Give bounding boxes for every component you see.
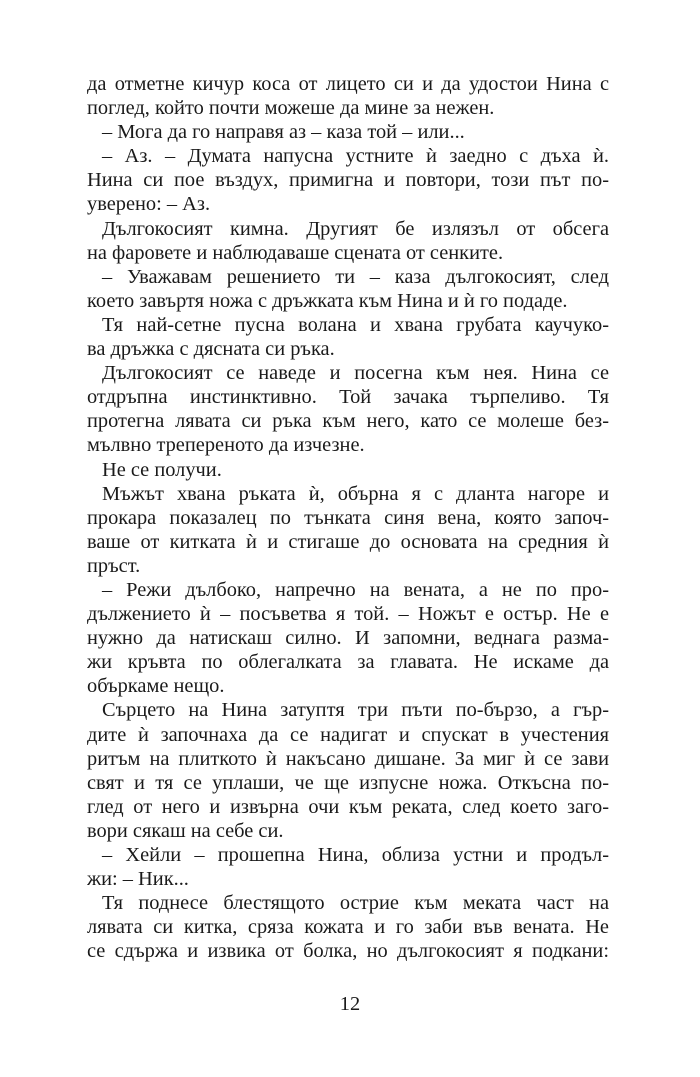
text-line: ва дръжка с дясната си ръка. bbox=[87, 338, 335, 361]
text-line: дите ѝ започнаха да се надигат и спускат в учестения bbox=[87, 723, 609, 746]
text-line: протегна лявата си ръка към него, като се молеше без- bbox=[87, 410, 609, 433]
text-line: Дългокосият се наведе и посегна към нея. Нина се bbox=[102, 362, 609, 385]
text-line: жи: – Ник... bbox=[87, 868, 189, 891]
text-line: дължението ѝ – посъветва я той. – Ножът е остър. Не е bbox=[87, 603, 609, 626]
text-line: вори сякаш на себе си. bbox=[87, 819, 284, 842]
text-line: Дългокосият кимна. Другият бе излязъл от обсега bbox=[102, 217, 609, 240]
text-line: мълвно трепереното да изчезне. bbox=[87, 434, 365, 457]
text-line: – Мога да го направя аз – каза той – или... bbox=[102, 121, 465, 144]
text-line: ритъм на плиткото ѝ накъсано дишане. За миг ѝ се зави bbox=[87, 747, 609, 770]
text-line: поглед, който почти можеше да мине за нежен. bbox=[87, 97, 495, 120]
text-line: прокара показалец по тънката синя вена, която започ- bbox=[87, 506, 609, 529]
text-line: нужно да натискаш силно. И запомни, веднага разма- bbox=[87, 627, 609, 650]
text-line: Нина си пое въздух, примигна и повтори, този път по- bbox=[87, 169, 609, 192]
text-line: Не се получи. bbox=[102, 458, 222, 481]
text-line: Мъжът хвана ръката ѝ, обърна я с дланта нагоре и bbox=[102, 482, 609, 505]
text-line: се сдържа и извика от болка, но дългокосият я подкани: bbox=[87, 940, 609, 963]
text-line: Тя най-сетне пусна волана и хвана грубата каучуко- bbox=[102, 313, 609, 336]
text-line: свят и тя се уплаши, че ще изпусне ножа. Откъсна по- bbox=[87, 771, 609, 794]
text-line: – Аз. – Думата напусна устните ѝ заедно с дъха ѝ. bbox=[102, 145, 609, 168]
text-line: Тя поднесе блестящото острие към меката част на bbox=[102, 892, 609, 915]
text-line: на фаровете и наблюдаваше сцената от сенките. bbox=[87, 241, 504, 264]
page-number: 12 bbox=[339, 993, 361, 1015]
text-line: отдръпна инстинктивно. Той зачака търпеливо. Тя bbox=[87, 386, 609, 409]
text-line: – Хейли – прошепна Нина, облиза устни и продъл- bbox=[102, 844, 609, 866]
text-line: да отметне кичур коса от лицето си и да удостои Нина с bbox=[87, 73, 609, 95]
text-line: глед от него и извърна очи към реката, след което заго- bbox=[87, 795, 609, 818]
text-line: Сърцето на Нина затуптя три пъти по-бързо, а гър- bbox=[102, 699, 609, 722]
text-line: жи кръвта по облегалката за главата. Не искаме да bbox=[87, 651, 609, 674]
text-line: уверено: – Аз. bbox=[87, 193, 211, 216]
text-line: объркаме нещо. bbox=[87, 675, 225, 698]
text-line: пръст. bbox=[87, 554, 141, 577]
text-line: – Уважавам решението ти – каза дългокосият, след bbox=[102, 265, 609, 288]
text-line: ваше от китката ѝ и стигаше до основата на средния ѝ bbox=[87, 530, 609, 553]
book-page-text bbox=[87, 72, 609, 963]
text-line: – Режи дълбоко, напречно на вената, а не по про- bbox=[102, 578, 609, 601]
text-line: което завъртя ножа с дръжката към Нина и ѝ го подаде. bbox=[87, 289, 568, 312]
text-line: лявата си китка, сряза кожата и го заби във вената. Не bbox=[87, 916, 609, 939]
